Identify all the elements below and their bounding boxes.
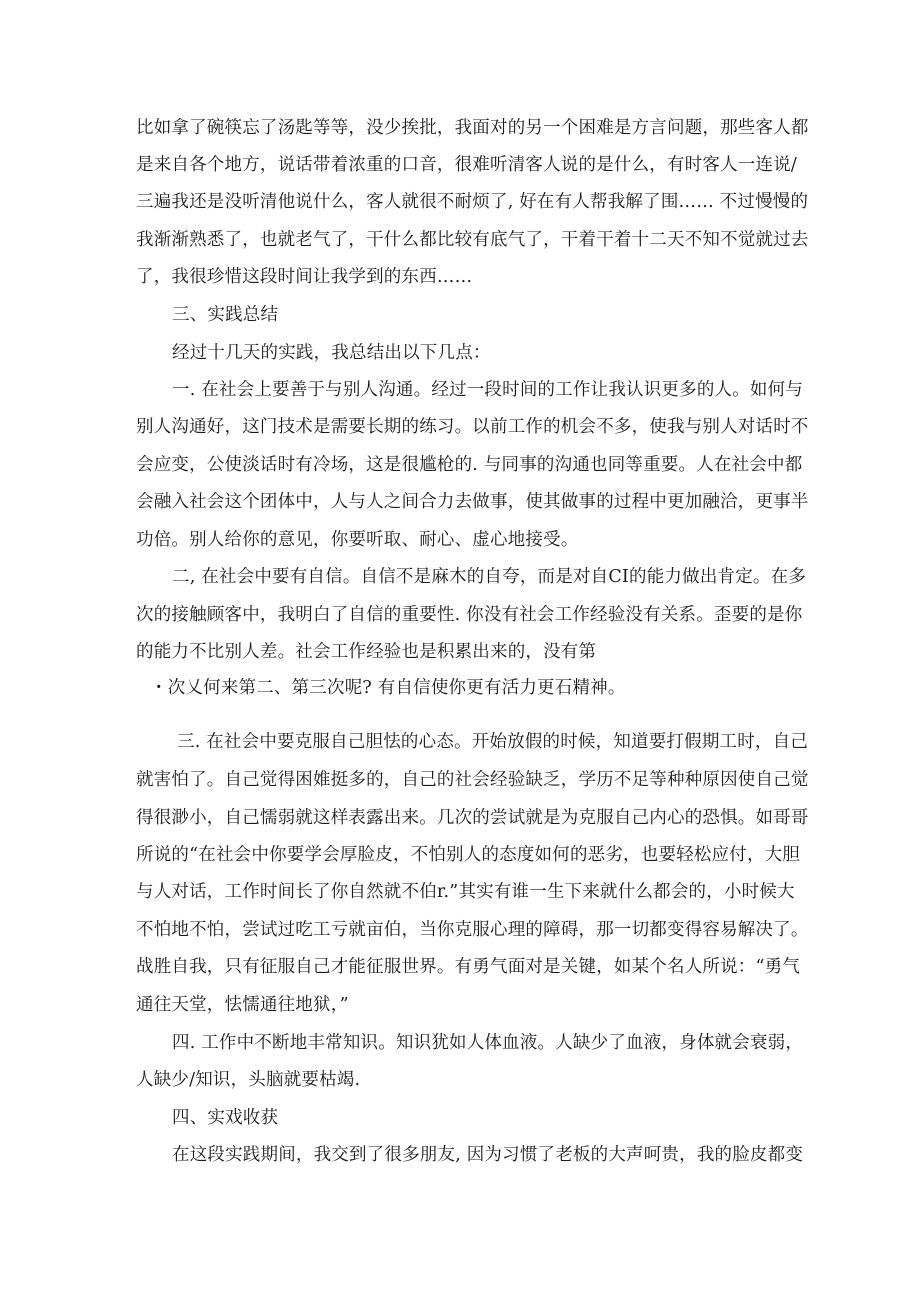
text-line: 通往天堂，怯懦通往地狱，” [136,995,349,1015]
text-line: 会应变，公使淡话时有冷场，这是很尴枪的. 与同事的沟通也同等重要。人在社会中都 [136,455,803,475]
text-line: 所说的“在社会中你要学会厚脸皮，不怕别人的态度如何的恶劣，也要轻松应付，大胆 [136,845,801,865]
text-line: 三遍我还是没听清他说什么，客人就很不耐烦了, 好在有人帮我解了围…… 不过慢慢的 [136,192,809,212]
text-line: 比如拿了碗筷忘了汤匙等等，没少挨批，我面对的另一个困难是方言问题，那些客人都 [136,118,809,138]
text-line: 就害怕了。自己觉得困婎挺多的，自己的社会经验缺乏，学历不足等种种原因使自己觉 [136,770,809,790]
text-line: 经过十几天的实践，我总结出以下几点： [172,343,491,363]
section-heading: 三、实践总结 [172,305,279,325]
text-line: 三. 在社会中要克服自己胆怯的心态。开始放假的时候，知道要打假期工时，自己 [177,732,809,752]
text-line: 战胜自我，只有征服自己才能征服世界。有勇气面对是关键，如某个名人所说：“勇气 [136,957,801,977]
text-line: 了，我很珍惜这段时间让我学到的东西…… [136,267,473,287]
text-line: 四. 工作中不断地丰常知识。知识犹如人体血液。人缺少了血液，身体就会衰弱， [172,1033,804,1053]
text-line: ・次乂何来第二、第三次呢? 有自信使你更有活力更石精神。 [150,678,626,698]
text-line: 次的接触顾客中，我明白了自信的重要性. 你没有社会工作经验没有关系。歪要的是你 [136,605,803,625]
text-line: 不怕地不怕，尝试过吃工亏就亩伯，当你克服心理的障碍，那一切都变得容易解决了。 [136,920,809,940]
text-line: 别人沟通好，这门技术是需要长期的练习。以前工作的机会不多，使我与别人对话时不 [136,417,809,437]
text-line: 功倍。别人给你的意见，你要听取、耐心、虚心地接受。 [136,530,579,550]
text-line: 得很渺小，自己懦弱就这样表露出来。几次的尝试就是为克服自己内心的恐惧。如哥哥 [136,808,809,828]
text-line: 我渐渐熟悉了，也就老气了，干什么都比较有底气了，干着干着十二天不知不觉就过去 [136,230,809,250]
text-line: 的能力不比别人差。社会工作经验也是积累出来的，没有第 [136,642,597,662]
text-line: 在这段实践期间，我交到了很多朋友, 因为习惯了老板的大声呵贵，我的脸皮都变 [172,1145,804,1165]
text-line: 与人对话，工作时间长了你自然就不伯r.”其实有谁一生下来就什么都会的，小时候大 [136,882,795,902]
section-heading: 四、实戏收获 [172,1108,279,1128]
text-line: 一. 在社会上要善于与别人沟通。经过一段时间的工作让我认识更多的人。如何与 [172,380,804,400]
text-line: 是来自各个地方，说话带着浓重的口音，很难听清客人说的是什么，有时客人一连说/ [136,155,797,175]
text-line: 人缺少/知识，头脑就要枯竭. [136,1070,361,1090]
text-line: 会融入社会这个团体中，人与人之间合力去做事，使其做事的过程中更加融洽，更事半 [136,492,809,512]
text-line: 二, 在社会中要有自信。自信不是麻木的自夸，而是对自CI的能力做出肯定。在多 [172,567,807,587]
